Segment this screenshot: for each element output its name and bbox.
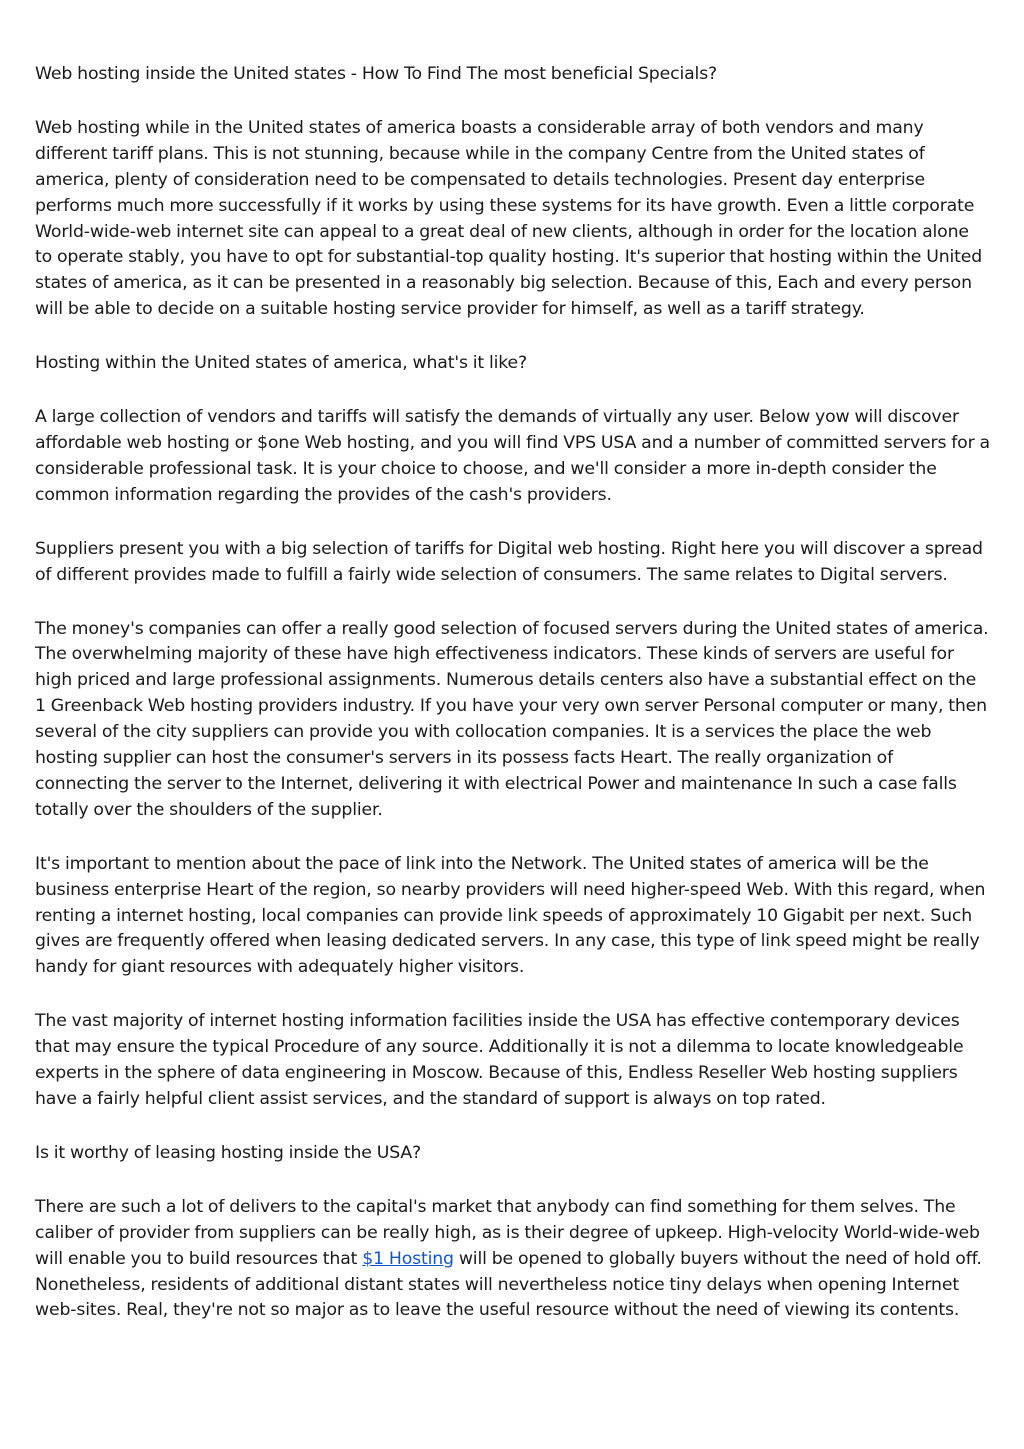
paragraph-conclusion-text-before: There are such a lot of delivers to the capital's market that anybody can find something for them selves. The caliber of provider from suppliers can be really high, as is their degree of upkeep. High-velocity World-wide-web will enable you to build resources that: [35, 1196, 980, 1269]
paragraph-digital-hosting: Suppliers present you with a big selection of tariffs for Digital web hosting. Right here you will discover a spread of different provides made to fulfill a fairly wide selection of consumers. The same relates to Digital servers.: [35, 538, 983, 585]
one-dollar-hosting-link[interactable]: $1 Hosting: [362, 1248, 454, 1269]
paragraph-intro: Web hosting while in the United states of america boasts a considerable array of both vendors and many different tariff plans. This is not stunning, because while in the company Centre from the United states of america, plenty of consideration need to be compensated to details technologies. Present day enterprise performs much more successfully if it works by using these systems for its have growth. Even a little corporate World-wide-web internet site can appeal to a great deal of new clients, although in order for the location alone to operate stably, you have to opt for substantial-top quality hosting. It's superior that hosting within the United states of america, as it can be presented in a reasonably big selection. Because of this, Each and every person will be able to decide on a suitable hosting service provider for himself, as well as a tariff strategy.: [35, 117, 983, 320]
document-title: Web hosting inside the United states - How To Find The most beneficial Specials?: [35, 64, 718, 84]
paragraph-dedicated-servers: The money's companies can offer a really good selection of focused servers during the United states of america. The overwhelming majority of these have high effectiveness indicators. These kinds of servers are useful for high priced and large professional assignments. Numerous details centers also have a substantial effect on the 1 Greenback Web hosting providers industry. If you have your very own server Personal computer or many, then several of the city suppliers can provide you with collocation companies. It is a services the place the web hosting supplier can host the consumer's servers in its possess facts Heart. The really organization of connecting the server to the Internet, delivering it with electrical Power and maintenance In such a case falls totally over the shoulders of the supplier.: [35, 618, 989, 820]
section-heading-what-like: Hosting within the United states of america, what's it like?: [35, 353, 528, 374]
paragraph-vendors: A large collection of vendors and tariffs will satisfy the demands of virtually any user. Below yow will discover affordable web hosting or $one Web hosting, and you will find VPS USA and a number of committed servers for a considerable professional task. It is your choice to choose, and we'll consider a more in-depth consider the common information regarding the provides of the cash's providers.: [35, 407, 990, 505]
paragraph-conclusion: [35, 1195, 990, 1325]
section-heading-worthy: Is it worthy of leasing hosting inside the USA?: [35, 1142, 422, 1163]
paragraph-link-speed: It's important to mention about the pace of link into the Network. The United states of america will be the business enterprise Heart of the region, so nearby providers will need higher-speed Web. With this regard, when renting a internet hosting, local companies can provide link speeds of approximately 10 Gigabit per next. Such gives are frequently offered when leasing dedicated servers. In any case, this type of link speed might be really handy for giant resources with adequately higher visitors.: [35, 853, 986, 978]
paragraph-conclusion-text-after: will be opened to globally buyers without the need of hold off. Nonetheless, residents of additional distant states will nevertheless notice tiny delays when opening Internet web-sites. Real, they're not so major as to leave the useful resource without the need of viewing its contents.: [35, 1248, 982, 1321]
paragraph-data-centers: The vast majority of internet hosting information facilities inside the USA has effective contemporary devices that may ensure the typical Procedure of any source. Additionally it is not a dilemma to locate knowledgeable experts in the sphere of data engineering in Moscow. Because of this, Endless Reseller Web hosting suppliers have a fairly helpful client assist services, and the standard of support is always on top rated.: [35, 1011, 964, 1109]
